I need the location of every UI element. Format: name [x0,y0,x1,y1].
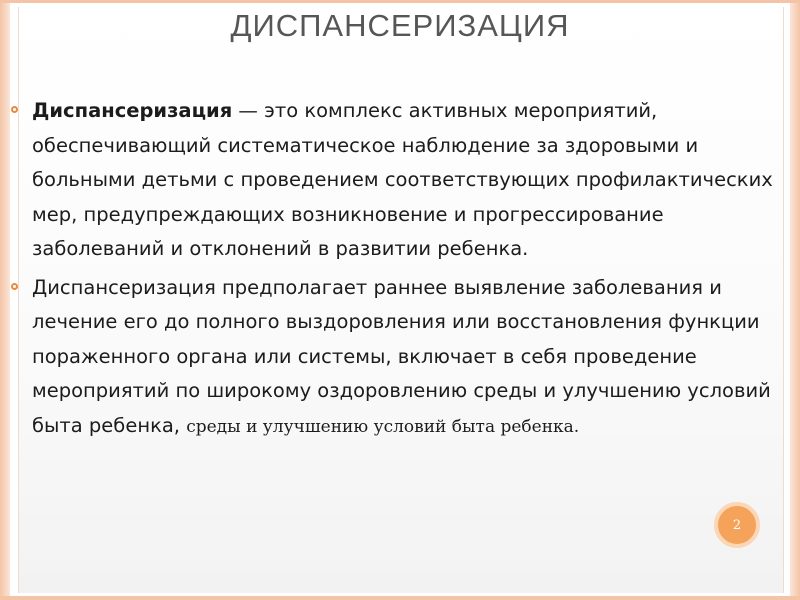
bullet-paragraph-definition [32,94,777,267]
slide-border-top [0,0,800,3]
page-number-badge [714,502,760,548]
slide-body [32,94,777,444]
bullet-circle-icon [11,283,18,290]
definition-term: Диспансеризация [32,99,233,122]
description-text: Диспансеризация предполагает раннее выявление заболевания и лечение его до полного выздоровления или восстановления функции пораженного органа или системы, включает в себя проведение мероприятий по широкому оздоровлению среды и улучшению условий быта ребенка, [32,275,771,437]
bullet-paragraph-description [32,271,777,445]
slide-border-bottom [0,596,800,600]
description-serif-tail: среды и улучшению условий быта ребенка. [186,416,580,437]
page-number: 2 [732,517,742,533]
slide-title: ДИСПАНСЕРИЗАЦИЯ [230,8,570,43]
definition-text: — это комплекс активных мероприятий, обеспечивающий систематическое наблюдение за здоровыми и больными детьми с проведением соответствующих профилактических мер, предупреждающих возникновение и прогрессирование заболеваний и отклонений в развитии ребенка. [32,99,773,260]
bullet-circle-icon [11,106,18,113]
slide-border-left [0,0,10,600]
slide-border-right [790,0,800,600]
